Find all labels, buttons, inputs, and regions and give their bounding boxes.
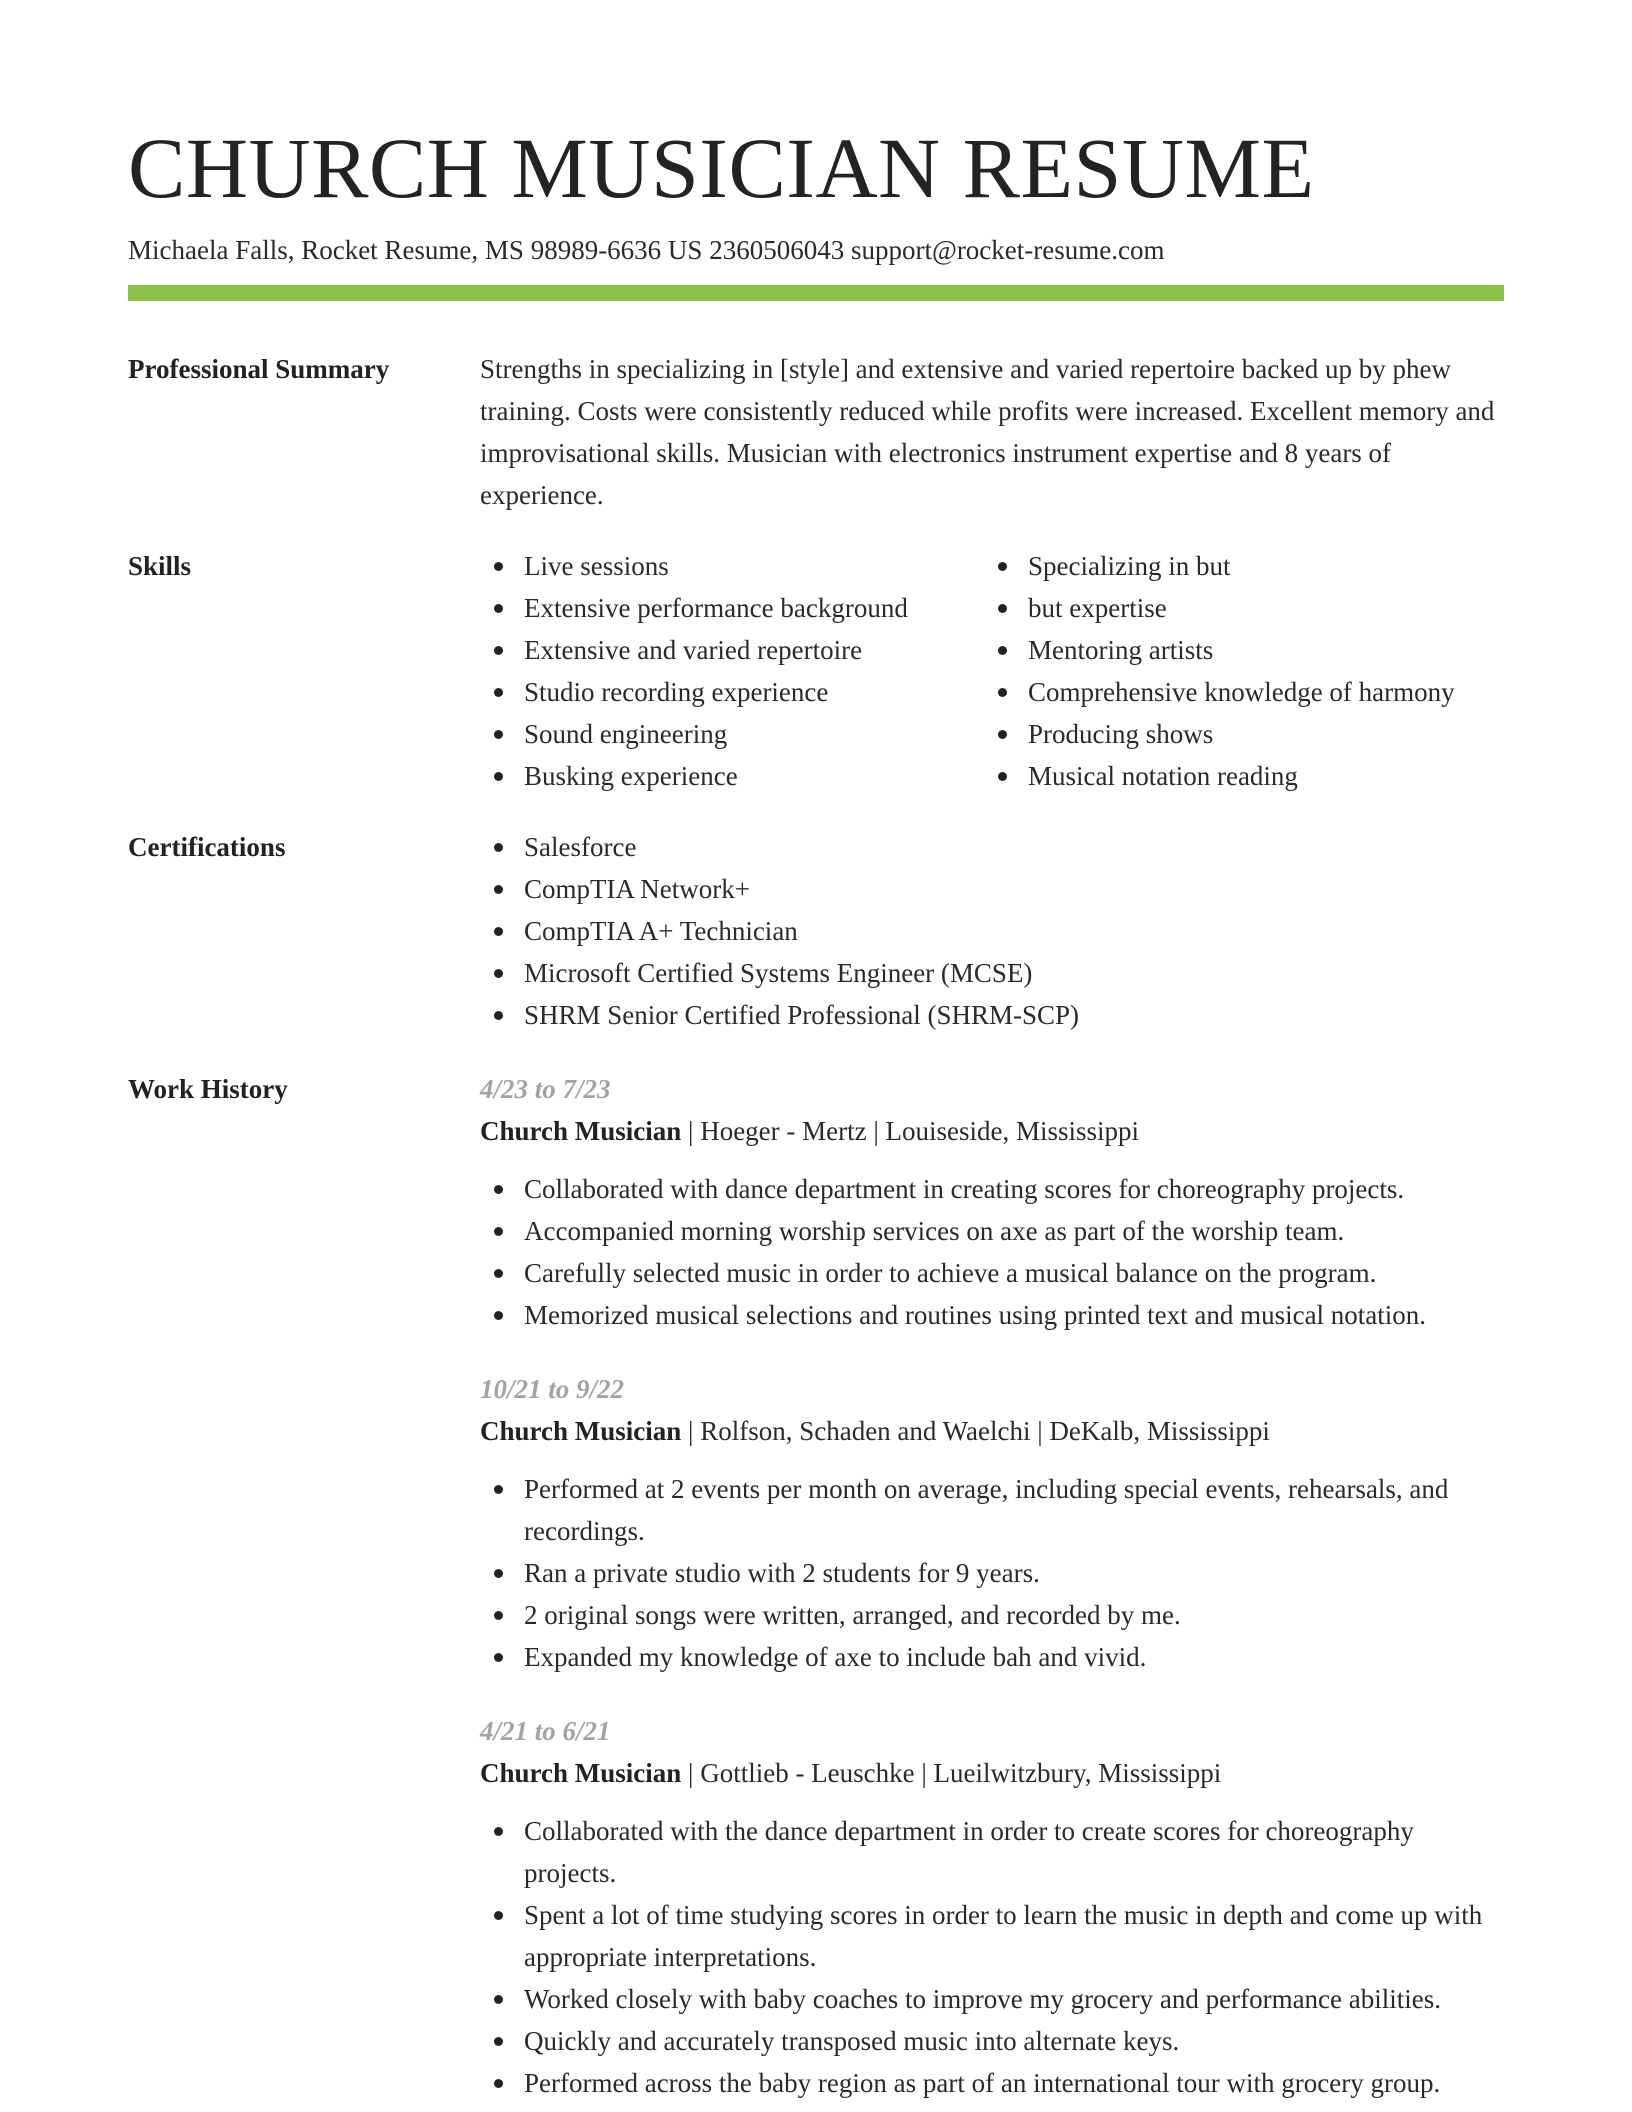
skill-item: Producing shows (984, 713, 1504, 755)
job-bullet: Collaborated with the dance department in order to create scores for choreography projects. (480, 1810, 1504, 1894)
skill-item: Sound engineering (480, 713, 984, 755)
certifications-list (480, 826, 1504, 1036)
job-bullet: Collaborated with dance department in creating scores for choreography projects. (480, 1168, 1504, 1210)
job-header (480, 1752, 1504, 1794)
certification-item: SHRM Senior Certified Professional (SHRM-SCP) (480, 994, 1504, 1036)
skills-section (480, 545, 1504, 797)
certification-item: CompTIA A+ Technician (480, 910, 1504, 952)
job-bullet: Quickly and accurately transposed music into alternate keys. (480, 2020, 1504, 2062)
job-bullet: Memorized musical selections and routines using printed text and musical notation. (480, 1294, 1504, 1336)
work-history-label: Work History (128, 1074, 288, 1104)
job-date: 10/21 to 9/22 (480, 1374, 625, 1404)
certifications-section (480, 826, 1504, 1036)
summary-label: Professional Summary (128, 354, 390, 384)
job-details: | Gottlieb - Leuschke | Lueilwitzbury, Mississippi (681, 1758, 1222, 1788)
skills-list-right (984, 545, 1504, 797)
skill-item: Extensive performance background (480, 587, 984, 629)
contact-line: Michaela Falls, Rocket Resume, MS 98989-6636 US 2360506043 support@rocket-resume.com (128, 235, 1165, 265)
job-bullet: 2 original songs were written, arranged, and recorded by me. (480, 1594, 1504, 1636)
skill-item: Live sessions (480, 545, 984, 587)
job-bullet: Worked closely with baby coaches to improve my grocery and performance abilities. (480, 1978, 1504, 2020)
certification-item: CompTIA Network+ (480, 868, 1504, 910)
job-title: Church Musician (480, 1116, 682, 1146)
skill-item: Busking experience (480, 755, 984, 797)
job-header (480, 1410, 1504, 1452)
job-bullet: Performed at 2 events per month on average, including special events, rehearsals, and recordings. (480, 1468, 1504, 1552)
skill-item: but expertise (984, 587, 1504, 629)
job-date: 4/21 to 6/21 (480, 1716, 611, 1746)
job-bullet: Accompanied morning worship services on axe as part of the worship team. (480, 1210, 1504, 1252)
skill-item: Studio recording experience (480, 671, 984, 713)
skill-item: Musical notation reading (984, 755, 1504, 797)
job-details: | Rolfson, Schaden and Waelchi | DeKalb, Mississippi (681, 1416, 1270, 1446)
job-bullets (480, 1468, 1504, 1678)
job-entry (480, 1368, 1504, 1678)
job-entry (480, 1068, 1504, 1336)
summary-text: Strengths in specializing in [style] and extensive and varied repertoire backed up by phew training. Costs were consistently reduced while profits were increased. Excellent memory and improvisational skills. Musician with electronics instrument expertise and 8 years of experience. (480, 354, 1495, 510)
job-entry (480, 1710, 1504, 2104)
skills-label: Skills (128, 551, 192, 581)
certification-item: Microsoft Certified Systems Engineer (MCSE) (480, 952, 1504, 994)
job-bullet: Spent a lot of time studying scores in order to learn the music in depth and come up with appropriate interpretations. (480, 1894, 1504, 1978)
certifications-label: Certifications (128, 832, 286, 862)
resume-title: CHURCH MUSICIAN RESUME (128, 120, 1315, 216)
job-date: 4/23 to 7/23 (480, 1074, 611, 1104)
skills-list-left (480, 545, 984, 797)
certification-item: Salesforce (480, 826, 1504, 868)
job-bullets (480, 1810, 1504, 2104)
job-header (480, 1110, 1504, 1152)
skill-item: Mentoring artists (984, 629, 1504, 671)
skill-item: Specializing in but (984, 545, 1504, 587)
skill-item: Extensive and varied repertoire (480, 629, 984, 671)
job-bullets (480, 1168, 1504, 1336)
skill-item: Comprehensive knowledge of harmony (984, 671, 1504, 713)
header-divider (128, 285, 1504, 301)
job-title: Church Musician (480, 1758, 682, 1788)
job-details: | Hoeger - Mertz | Louiseside, Mississippi (681, 1116, 1140, 1146)
job-title: Church Musician (480, 1416, 682, 1446)
job-bullet: Expanded my knowledge of axe to include bah and vivid. (480, 1636, 1504, 1678)
job-bullet: Performed across the baby region as part of an international tour with grocery group. (480, 2062, 1504, 2104)
job-bullet: Ran a private studio with 2 students for 9 years. (480, 1552, 1504, 1594)
job-bullet: Carefully selected music in order to achieve a musical balance on the program. (480, 1252, 1504, 1294)
